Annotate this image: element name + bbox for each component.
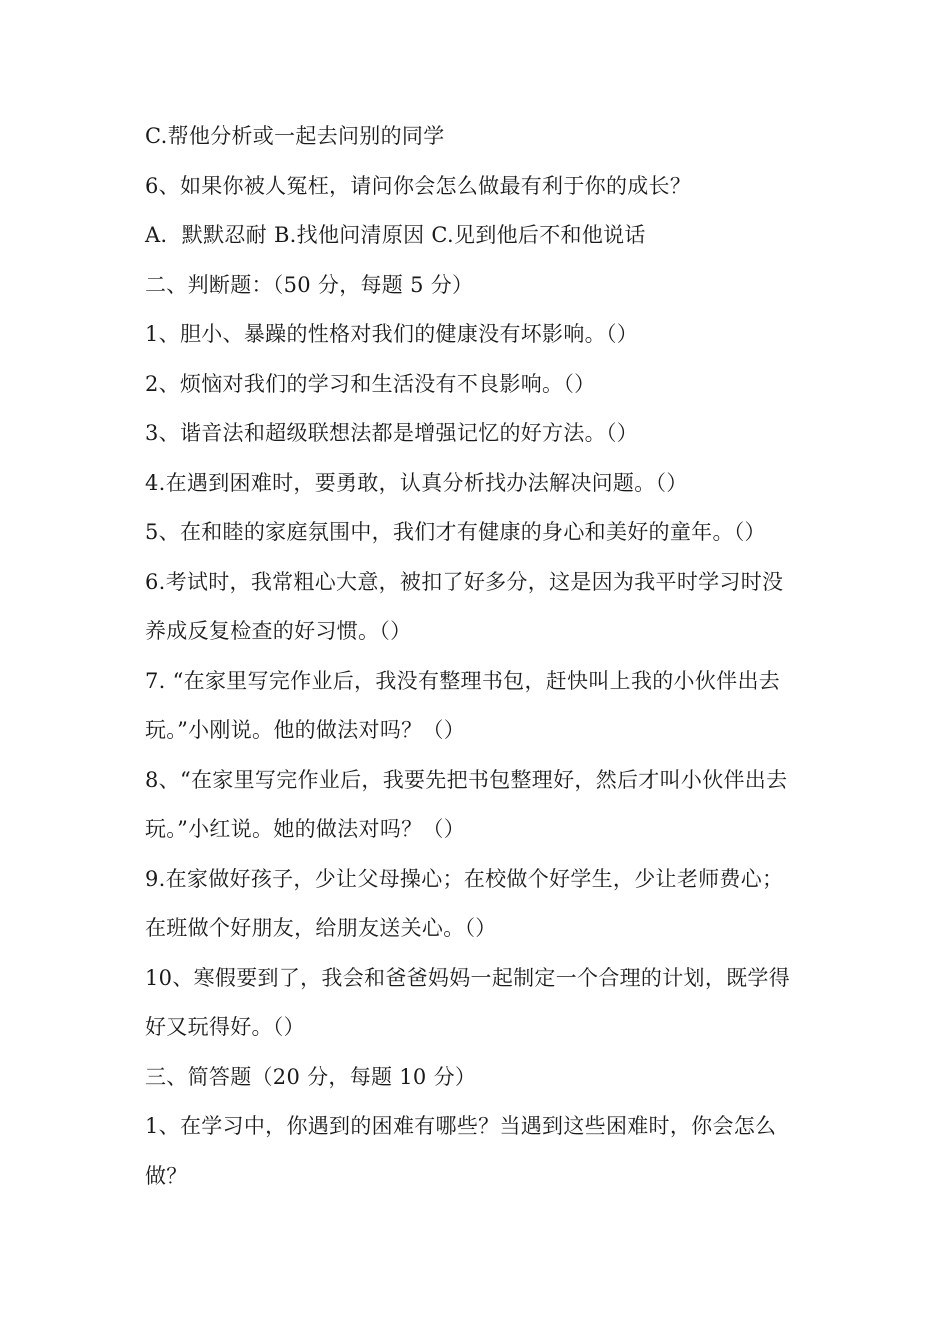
section-heading-judgment: 二、判断题：（50 分，每题 5 分） [145,272,474,297]
judgment-item-9-line-1: 9.在家做好孩子，少让父母操心；在校做个好学生，少让老师费心； [145,866,784,891]
judgment-item-8-line-1: 8、“在家里写完作业后，我要先把书包整理好，然后才叫小伙伴出去 [145,767,788,792]
judgment-item-2: 2、烦恼对我们的学习和生活没有不良影响。（） [145,371,596,396]
judgment-item-7-line-2: 玩。”小刚说。他的做法对吗？（） [145,718,466,742]
judgment-item-3: 3、谐音法和超级联想法都是增强记忆的好方法。（） [145,421,639,445]
judgment-item-6-line-1: 6.考试时，我常粗心大意，被扣了好多分，这是因为我平时学习时没 [145,569,784,594]
option-line-c: C.帮他分析或一起去问别的同学 [145,124,445,148]
judgment-item-10-line-1: 10、寒假要到了，我会和爸爸妈妈一起制定一个合理的计划，既学得 [145,965,791,990]
judgment-item-4: 4.在遇到困难时，要勇敢，认真分析找办法解决问题。（） [145,470,688,495]
judgment-item-10-line-2: 好又玩得好。（） [145,1015,305,1039]
judgment-item-5: 5、在和睦的家庭氛围中，我们才有健康的身心和美好的童年。（） [145,520,766,544]
document-body [145,116,825,1205]
judgment-item-9-line-2: 在班做个好朋友，给朋友送关心。（） [145,916,497,940]
judgment-item-7-line-1: 7. “在家里写完作业后，我没有整理书包，赶快叫上我的小伙伴出去 [145,668,781,693]
question-6-options: A．默默忍耐 B.找他问清原因 C.见到他后不和他说话 [145,223,646,247]
judgment-item-1: 1、胆小、暴躁的性格对我们的健康没有坏影响。（） [145,322,639,346]
judgment-item-8-line-2: 玩。”小红说。她的做法对吗？（） [145,817,466,841]
judgment-item-6-line-2: 养成反复检查的好习惯。（） [145,619,412,643]
short-answer-1-line-1: 1、在学习中，你遇到的困难有哪些？当遇到这些困难时，你会怎么 [145,1114,777,1138]
short-answer-1-line-2: 做？ [145,1163,188,1188]
question-6: 6、如果你被人冤枉，请问你会怎么做最有利于你的成长？ [145,173,692,198]
section-heading-short-answer: 三、简答题（20 分，每题 10 分） [145,1064,477,1089]
